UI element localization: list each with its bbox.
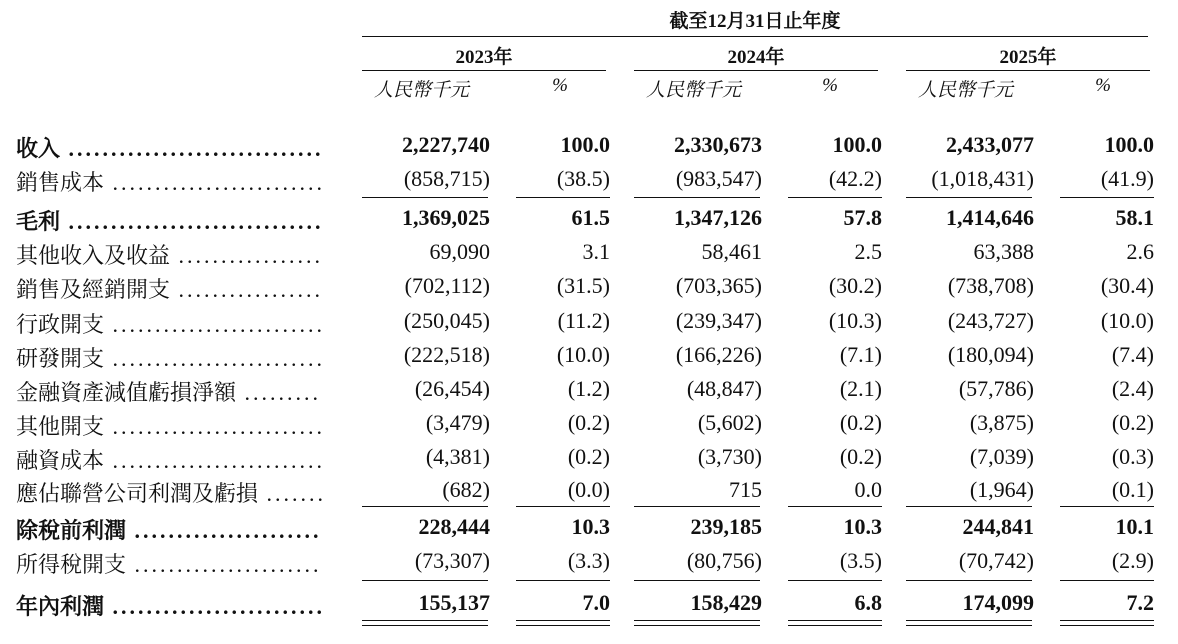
percentage-cell: (10.0) — [1100, 308, 1154, 333]
percentage-cell: (0.2) — [839, 444, 882, 469]
subtotal-rule — [1060, 506, 1154, 507]
subtotal-rule — [1060, 197, 1154, 198]
pct-label-2025: % — [1095, 75, 1111, 96]
unit-label-2023: 人民幣千元 — [374, 80, 470, 101]
leader-dots: .............................. — [60, 136, 324, 161]
percentage-cell: (0.2) — [839, 410, 882, 435]
row-label — [16, 273, 323, 304]
percentage-cell: (31.5) — [556, 273, 610, 298]
percentage-cell: (41.9) — [1100, 166, 1154, 191]
percentage-cell: 61.5 — [571, 205, 610, 230]
amount-cell: 69,090 — [429, 239, 490, 264]
row-label-text: 銷售成本 — [16, 170, 105, 195]
period-header: 截至12月31日止年度 — [669, 11, 841, 32]
leader-dots: ......................... — [104, 448, 326, 473]
subtotal-rule — [906, 506, 1032, 507]
total-double-rule — [906, 620, 1032, 626]
percentage-cell: (0.0) — [567, 477, 610, 502]
leader-dots: ......... — [236, 380, 322, 405]
percentage-cell: (0.3) — [1111, 444, 1154, 469]
amount-cell: (5,602) — [697, 410, 762, 435]
amount-cell: (239,347) — [675, 308, 762, 333]
row-label — [16, 376, 321, 407]
row-label — [16, 410, 325, 441]
percentage-cell: 100.0 — [832, 132, 882, 157]
percentage-cell: (0.1) — [1111, 477, 1154, 502]
percentage-cell: (3.5) — [839, 548, 882, 573]
amount-cell: (222,518) — [403, 342, 490, 367]
row-label-text: 金融資產減值虧損淨額 — [16, 380, 237, 405]
total-double-rule — [1060, 620, 1154, 626]
amount-cell: (80,756) — [686, 548, 762, 573]
percentage-cell: 58.1 — [1115, 205, 1154, 230]
total-double-rule — [516, 620, 610, 626]
percentage-cell: (2.9) — [1111, 548, 1154, 573]
amount-cell: 174,099 — [962, 590, 1034, 615]
percentage-cell: (2.1) — [839, 376, 882, 401]
amount-cell: (858,715) — [403, 166, 490, 191]
amount-cell: (738,708) — [947, 273, 1034, 298]
percentage-cell: 3.1 — [582, 239, 610, 264]
total-double-rule — [362, 620, 488, 626]
year-2023: 2023年 — [455, 47, 513, 68]
percentage-cell: 100.0 — [1104, 132, 1154, 157]
percentage-cell: (0.2) — [567, 444, 610, 469]
amount-cell: (243,727) — [947, 308, 1034, 333]
leader-dots: ................. — [170, 277, 324, 302]
leader-dots: ......................... — [104, 346, 326, 371]
percentage-cell: 7.2 — [1126, 590, 1154, 615]
row-label-text: 其他收入及收益 — [16, 243, 171, 268]
percentage-cell: (38.5) — [556, 166, 610, 191]
row-label — [16, 477, 326, 508]
amount-cell: 244,841 — [962, 514, 1034, 539]
amount-cell: 58,461 — [701, 239, 762, 264]
subtotal-rule — [1060, 580, 1154, 581]
subtotal-rule — [906, 197, 1032, 198]
amount-cell: 2,433,077 — [946, 132, 1034, 157]
amount-cell: 63,388 — [973, 239, 1034, 264]
amount-cell: (3,479) — [425, 410, 490, 435]
amount-cell: (1,018,431) — [931, 166, 1034, 191]
percentage-cell: 2.6 — [1126, 239, 1154, 264]
percentage-cell: 10.3 — [843, 514, 882, 539]
pct-label-2023: % — [552, 75, 568, 96]
percentage-cell: 6.8 — [854, 590, 882, 615]
row-label — [16, 342, 325, 373]
subtotal-rule — [516, 506, 610, 507]
amount-cell: (3,875) — [969, 410, 1034, 435]
amount-cell: (703,365) — [675, 273, 762, 298]
amount-cell: (48,847) — [686, 376, 762, 401]
total-double-rule — [788, 620, 882, 626]
amount-cell: (166,226) — [675, 342, 762, 367]
percentage-cell: 0.0 — [854, 477, 882, 502]
percentage-cell: (0.2) — [567, 410, 610, 435]
leader-dots: ...................... — [126, 552, 322, 577]
row-label-text: 所得稅開支 — [16, 552, 127, 577]
amount-cell: 1,414,646 — [946, 205, 1034, 230]
row-label-text: 研發開支 — [16, 346, 105, 371]
percentage-cell: 100.0 — [560, 132, 610, 157]
year-underline-2023 — [362, 70, 606, 71]
period-underline — [362, 36, 1148, 37]
amount-cell: 2,227,740 — [402, 132, 490, 157]
amount-cell: (682) — [442, 477, 490, 502]
pct-label-2024: % — [822, 75, 838, 96]
leader-dots: ................. — [170, 243, 324, 268]
amount-cell: (3,730) — [697, 444, 762, 469]
leader-dots: ......................... — [104, 594, 326, 619]
percentage-cell: (42.2) — [828, 166, 882, 191]
amount-cell: (26,454) — [414, 376, 490, 401]
row-label-text: 融資成本 — [16, 448, 105, 473]
amount-cell: (70,742) — [958, 548, 1034, 573]
year-underline-2024 — [634, 70, 878, 71]
row-label — [16, 548, 322, 579]
subtotal-rule — [362, 197, 488, 198]
row-label-text: 其他開支 — [16, 414, 105, 439]
percentage-cell: (10.3) — [828, 308, 882, 333]
subtotal-rule — [634, 506, 760, 507]
subtotal-rule — [906, 580, 1032, 581]
amount-cell: (983,547) — [675, 166, 762, 191]
percentage-cell: 2.5 — [854, 239, 882, 264]
percentage-cell: (7.4) — [1111, 342, 1154, 367]
row-label — [16, 166, 325, 197]
leader-dots: ...................... — [126, 518, 322, 543]
row-label-text: 年內利潤 — [16, 594, 105, 619]
subtotal-rule — [634, 580, 760, 581]
amount-cell: (180,094) — [947, 342, 1034, 367]
percentage-cell: (3.3) — [567, 548, 610, 573]
subtotal-rule — [516, 580, 610, 581]
percentage-cell: (1.2) — [567, 376, 610, 401]
subtotal-rule — [362, 580, 488, 581]
percentage-cell: (10.0) — [556, 342, 610, 367]
row-label — [16, 514, 322, 545]
percentage-cell: 10.3 — [571, 514, 610, 539]
year-2024: 2024年 — [727, 47, 785, 68]
amount-cell: 715 — [729, 477, 762, 502]
amount-cell: (250,045) — [403, 308, 490, 333]
subtotal-rule — [788, 197, 882, 198]
subtotal-rule — [788, 580, 882, 581]
amount-cell: (7,039) — [969, 444, 1034, 469]
row-label — [16, 205, 324, 236]
percentage-cell: (30.2) — [828, 273, 882, 298]
amount-cell: (702,112) — [404, 273, 490, 298]
percentage-cell: (0.2) — [1111, 410, 1154, 435]
leader-dots: ......................... — [104, 312, 326, 337]
percentage-cell: (30.4) — [1100, 273, 1154, 298]
subtotal-rule — [516, 197, 610, 198]
leader-dots: ......................... — [104, 170, 326, 195]
amount-cell: 239,185 — [690, 514, 762, 539]
row-label — [16, 444, 325, 475]
row-label — [16, 308, 325, 339]
row-label-text: 毛利 — [16, 209, 61, 234]
total-double-rule — [634, 620, 760, 626]
amount-cell: 1,347,126 — [674, 205, 762, 230]
row-label — [16, 239, 323, 270]
amount-cell: (4,381) — [425, 444, 490, 469]
amount-cell: 158,429 — [690, 590, 762, 615]
subtotal-rule — [788, 506, 882, 507]
year-underline-2025 — [906, 70, 1150, 71]
year-2025: 2025年 — [999, 47, 1057, 68]
row-label — [16, 590, 325, 621]
amount-cell: 1,369,025 — [402, 205, 490, 230]
leader-dots: .............................. — [60, 209, 324, 234]
percentage-cell: (7.1) — [839, 342, 882, 367]
percentage-cell: (2.4) — [1111, 376, 1154, 401]
leader-dots: ....... — [258, 481, 327, 506]
amount-cell: (1,964) — [969, 477, 1034, 502]
amount-cell: 155,137 — [418, 590, 490, 615]
leader-dots: ......................... — [104, 414, 326, 439]
amount-cell: (57,786) — [958, 376, 1034, 401]
row-label-text: 應佔聯營公司利潤及虧損 — [16, 481, 259, 506]
row-label-text: 除稅前利潤 — [16, 518, 127, 543]
amount-cell: 2,330,673 — [674, 132, 762, 157]
amount-cell: 228,444 — [418, 514, 490, 539]
subtotal-rule — [362, 506, 488, 507]
row-label-text: 行政開支 — [16, 312, 105, 337]
unit-label-2025: 人民幣千元 — [918, 80, 1014, 101]
unit-label-2024: 人民幣千元 — [646, 80, 742, 101]
percentage-cell: 10.1 — [1115, 514, 1154, 539]
percentage-cell: 7.0 — [582, 590, 610, 615]
row-label-text: 銷售及經銷開支 — [16, 277, 171, 302]
row-label-text: 收入 — [16, 136, 61, 161]
subtotal-rule — [634, 197, 760, 198]
row-label — [16, 132, 324, 163]
percentage-cell: 57.8 — [843, 205, 882, 230]
percentage-cell: (11.2) — [557, 308, 610, 333]
amount-cell: (73,307) — [414, 548, 490, 573]
